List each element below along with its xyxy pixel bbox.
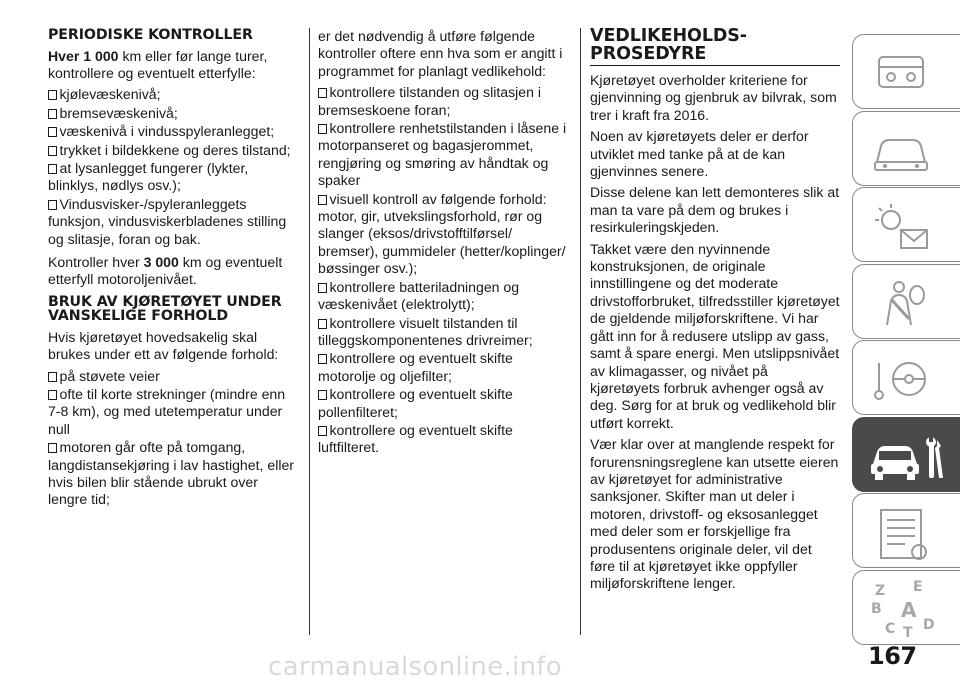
paragraph: Vær klar over at manglende respekt for forurensningsreglene kan utsette eieren av kjøretøyet for administrative sanksjoner. Skifter man ut deler i motoren, drivstoff- og eksosanlegget med deler som er forskjellige fra produsentens originale deler, vil det føre til at kjøretøyet ikke oppfyller miljøforskriftene lenger. xyxy=(590,436,839,592)
text-body xyxy=(590,72,840,593)
index-letter: T xyxy=(903,624,913,641)
list-item-text: motoren går ofte på tomgang, langdistansekjøring i lav hastighet, eller hvis bilen blir stående ubrukt over lengre tid; xyxy=(48,439,294,508)
column-3 xyxy=(590,28,840,597)
checkbox-bullet-icon xyxy=(318,354,327,364)
checklist xyxy=(48,368,300,509)
paragraph-text: km eller før lange turer, kontrollere og eventuelt etterfylle: xyxy=(48,47,268,81)
list-item xyxy=(48,142,300,159)
list-item xyxy=(48,386,300,438)
index-letter: B xyxy=(871,600,882,617)
checkbox-bullet-icon xyxy=(318,124,327,134)
checkbox-bullet-icon xyxy=(318,426,327,436)
paragraph: Noen av kjøretøyets deler er derfor utviklet med tanke på at de kan gjenvinnes senere. xyxy=(590,128,809,180)
paragraph: Disse delene kan lett demonteres slik at man ta vare på dem og brukes i resirkuleringskjeden. xyxy=(590,184,840,236)
checkbox-bullet-icon xyxy=(318,88,327,98)
list-item-text: kjølevæskenivå; xyxy=(59,86,161,103)
list-item-text: kontrollere renhetstilstanden i låsene i motorpanseret og bagasjerommet, rengjøring og smøring av håndtak og spaker xyxy=(318,120,567,189)
index-letter: A xyxy=(901,597,917,622)
column-divider xyxy=(309,28,310,635)
list-item xyxy=(48,160,300,195)
checkbox-bullet-icon xyxy=(48,127,57,137)
heading-periodic-checks: PERIODISKE KONTROLLER xyxy=(48,27,253,43)
list-item xyxy=(318,120,572,190)
chapter-tab[interactable] xyxy=(852,264,960,339)
list-item-text: trykket i bildekkene og deres tilstand; xyxy=(59,141,291,158)
heading-maintenance-procedure: VEDLIKEHOLDS- PROSEDYRE xyxy=(590,28,840,66)
paragraph-text: Kontroller hver xyxy=(48,253,140,270)
list-item xyxy=(318,191,572,278)
checkbox-bullet-icon xyxy=(48,390,57,400)
checkbox-bullet-icon xyxy=(318,390,327,400)
list-item-text: at lysanlegget fungerer (lykter, blinklys, nødlys osv.); xyxy=(48,159,249,194)
checkbox-bullet-icon xyxy=(48,164,57,174)
checkbox-bullet-icon xyxy=(48,200,57,210)
list-item-text: kontrollere batteriladningen og væskenivået (elektrolytt); xyxy=(318,278,520,313)
index-letter: E xyxy=(913,578,923,595)
paragraph: er det nødvendig å utføre følgende kontroller oftere enn hva som er angitt i programmet for planlagt vedlikehold: xyxy=(318,28,563,79)
checkbox-bullet-icon xyxy=(318,319,327,329)
list-item xyxy=(318,315,572,350)
checkbox-bullet-icon xyxy=(48,372,57,382)
watermark: carmanualsonline.info xyxy=(268,652,563,682)
list-item xyxy=(318,279,572,314)
heading-difficult-conditions: BRUK AV KJØRETØYET UNDER VANSKELIGE FORHOLD xyxy=(48,293,282,325)
list-item xyxy=(48,439,300,509)
list-item xyxy=(48,368,300,385)
list-item xyxy=(48,196,300,248)
list-item-text: på støvete veier xyxy=(59,367,160,384)
paragraph xyxy=(48,254,300,289)
chapter-tab[interactable] xyxy=(852,187,960,262)
checkbox-bullet-icon xyxy=(48,443,57,453)
list-item-text: kontrollere visuelt tilstanden til tilleggskomponentenes drivreimer; xyxy=(318,314,533,348)
page-number: 167 xyxy=(868,642,917,670)
paragraph: Hvis kjøretøyet hovedsakelig skal brukes under ett av følgende forhold: xyxy=(48,328,279,363)
chapter-tab[interactable] xyxy=(852,493,960,568)
bold-distance: Hver 1 000 xyxy=(48,47,119,64)
chapter-tab[interactable] xyxy=(852,417,960,492)
list-item xyxy=(48,105,300,122)
checkbox-bullet-icon xyxy=(318,195,327,205)
checklist xyxy=(318,84,572,457)
list-item-text: Vindusvisker-/spyleranleggets funksjon, vindusviskerbladenes stilling og slitasje, foran og bak. xyxy=(48,195,287,247)
checkbox-bullet-icon xyxy=(48,146,57,156)
list-item-text: bremsevæskenivå; xyxy=(59,104,178,121)
list-item xyxy=(48,123,300,140)
index-letter: D xyxy=(923,616,935,633)
column-2 xyxy=(318,28,572,458)
list-item xyxy=(318,84,572,119)
index-letter: C xyxy=(885,620,896,637)
list-item xyxy=(318,350,572,385)
list-item-text: visuell kontroll av følgende forhold: motor, gir, utvekslingsforhold, rør og slanger (eksos/drivstofftilførsel/ bremser), gummideler (hetter/koplinger/ bøssinger osv.); xyxy=(318,190,566,277)
checklist xyxy=(48,86,300,248)
chapter-tab[interactable] xyxy=(852,111,960,186)
column-divider xyxy=(580,28,581,635)
checkbox-bullet-icon xyxy=(48,90,57,100)
list-item-text: kontrollere tilstanden og slitasjen i bremseskoene foran; xyxy=(318,84,542,118)
paragraph xyxy=(48,48,300,83)
chapter-tab[interactable] xyxy=(852,570,960,645)
list-item-text: ofte til korte strekninger (mindre enn 7-8 km), og med utetemperatur under null xyxy=(48,386,286,437)
list-item-text: kontrollere og eventuelt skifte pollenfilteret; xyxy=(318,386,513,420)
paragraph: Kjøretøyet overholder kriteriene for gjenvinning og gjenbruk av bilvrak, som trer i kraft fra 2016. xyxy=(590,72,837,123)
list-item-text: kontrollere og eventuelt skifte motorolje og oljefilter; xyxy=(318,350,513,384)
list-item xyxy=(48,86,300,103)
list-item xyxy=(318,422,572,457)
paragraph-text: km og eventuelt etterfyll motoroljenivået. xyxy=(48,253,283,288)
list-item-text: væskenivå i vindusspyleranlegget; xyxy=(59,123,275,140)
index-letter: Z xyxy=(875,582,886,599)
list-item-text: kontrollere og eventuelt skifte luftfilteret. xyxy=(318,421,513,456)
chapter-tab[interactable] xyxy=(852,34,960,109)
column-1 xyxy=(48,28,300,510)
bold-distance: 3 000 xyxy=(143,253,179,270)
list-item xyxy=(318,386,572,421)
checkbox-bullet-icon xyxy=(48,109,57,119)
paragraph: Takket være den nyvinnende konstruksjonen, de originale innstillingene og det moderate drivstofforbruket, tilfredsstiller kjøretøyet de gjeldende miljøforskriftene. Vi har gått inn for å redusere utslipp av gass, samt å spare energi. Men utslippsnivået av klimagasser, og nivået på kjøretøyets forbruk avhenger også av deg. Sørg for at bruk og vedlikehold blir utført korrekt. xyxy=(590,240,840,431)
chapter-tab[interactable] xyxy=(852,340,960,415)
checkbox-bullet-icon xyxy=(318,283,327,293)
